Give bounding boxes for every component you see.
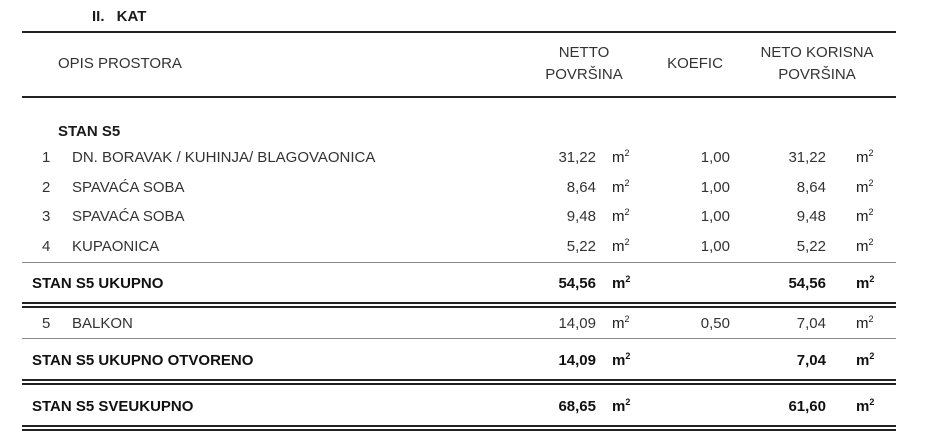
row-name: SPAVAĆA SOBA <box>72 179 185 196</box>
grand-total-double-rule-a <box>22 425 896 427</box>
header-neto-line2: POVRŠINA <box>778 66 856 83</box>
row-koef: 1,00 <box>700 149 730 166</box>
row-neto-unit: $m^2$ <box>856 148 874 166</box>
header-neto-line1: NETO KORISNA <box>760 44 874 61</box>
row-number: 3 <box>42 208 51 225</box>
row-neto-unit: $m^2$ <box>856 237 874 255</box>
subtotal-netto: 54,56 <box>558 275 596 292</box>
row-netto: 31,22 <box>558 149 596 166</box>
row-koef: 0,50 <box>700 315 730 332</box>
grand-total-neto: 61,60 <box>788 398 826 415</box>
row-netto: 5,22 <box>566 238 596 255</box>
row-neto-unit: $m^2$ <box>856 178 874 196</box>
open-total-label: STAN S5 UKUPNO OTVORENO <box>32 352 254 369</box>
row-number: 1 <box>42 149 51 166</box>
subtotal-top-rule <box>22 262 896 263</box>
subtotal-netto-unit: $m^2$ <box>612 274 631 292</box>
row-number: 5 <box>42 315 51 332</box>
group-title: STAN S5 <box>58 123 121 140</box>
row-netto: 9,48 <box>566 208 596 225</box>
row-netto: 14,09 <box>558 315 596 332</box>
row-netto-unit: $m^2$ <box>612 314 630 332</box>
grand-total-netto: 68,65 <box>558 398 596 415</box>
open-total-double-rule-a <box>22 379 896 381</box>
row-netto-unit: $m^2$ <box>612 148 630 166</box>
row-name: BALKON <box>72 315 133 332</box>
open-total-neto: 7,04 <box>796 352 826 369</box>
subtotal-neto: 54,56 <box>788 275 826 292</box>
row-number: 4 <box>42 238 51 255</box>
header-bottom-rule <box>22 96 896 98</box>
row-neto: 7,04 <box>796 315 826 332</box>
row-name: SPAVAĆA SOBA <box>72 208 185 225</box>
row-netto-unit: $m^2$ <box>612 178 630 196</box>
open-total-top-rule <box>22 338 896 339</box>
subtotal-double-rule-a <box>22 302 896 304</box>
grand-total-neto-unit: $m^2$ <box>856 397 875 415</box>
row-koef: 1,00 <box>700 238 730 255</box>
subtotal-double-rule-b <box>22 306 896 308</box>
row-koef: 1,00 <box>700 179 730 196</box>
row-neto: 5,22 <box>796 238 826 255</box>
row-name: DN. BORAVAK / KUHINJA/ BLAGOVAONICA <box>72 149 376 166</box>
open-total-neto-unit: $m^2$ <box>856 351 875 369</box>
row-number: 2 <box>42 179 51 196</box>
row-netto-unit: $m^2$ <box>612 237 630 255</box>
row-neto: 31,22 <box>788 149 826 166</box>
grand-total-double-rule-b <box>22 429 896 431</box>
header-opis: OPIS PROSTORA <box>58 55 182 72</box>
row-netto-unit: $m^2$ <box>612 207 630 225</box>
row-neto: 8,64 <box>796 179 826 196</box>
header-netto-line1: NETTO <box>558 44 610 61</box>
header-koefic: KOEFIC <box>667 55 723 72</box>
open-total-netto-unit: $m^2$ <box>612 351 631 369</box>
row-neto-unit: $m^2$ <box>856 207 874 225</box>
subtotal-label: STAN S5 UKUPNO <box>32 275 164 292</box>
grand-total-label: STAN S5 SVEUKUPNO <box>32 398 194 415</box>
header-top-rule <box>22 31 896 33</box>
open-total-netto: 14,09 <box>558 352 596 369</box>
row-koef: 1,00 <box>700 208 730 225</box>
open-total-double-rule-b <box>22 383 896 385</box>
row-netto: 8,64 <box>566 179 596 196</box>
row-neto: 9,48 <box>796 208 826 225</box>
row-name: KUPAONICA <box>72 238 160 255</box>
header-netto-line2: POVRŠINA <box>545 66 623 83</box>
subtotal-neto-unit: $m^2$ <box>856 274 875 292</box>
floor-title: II. KAT <box>92 8 147 25</box>
grand-total-netto-unit: $m^2$ <box>612 397 631 415</box>
row-neto-unit: $m^2$ <box>856 314 874 332</box>
